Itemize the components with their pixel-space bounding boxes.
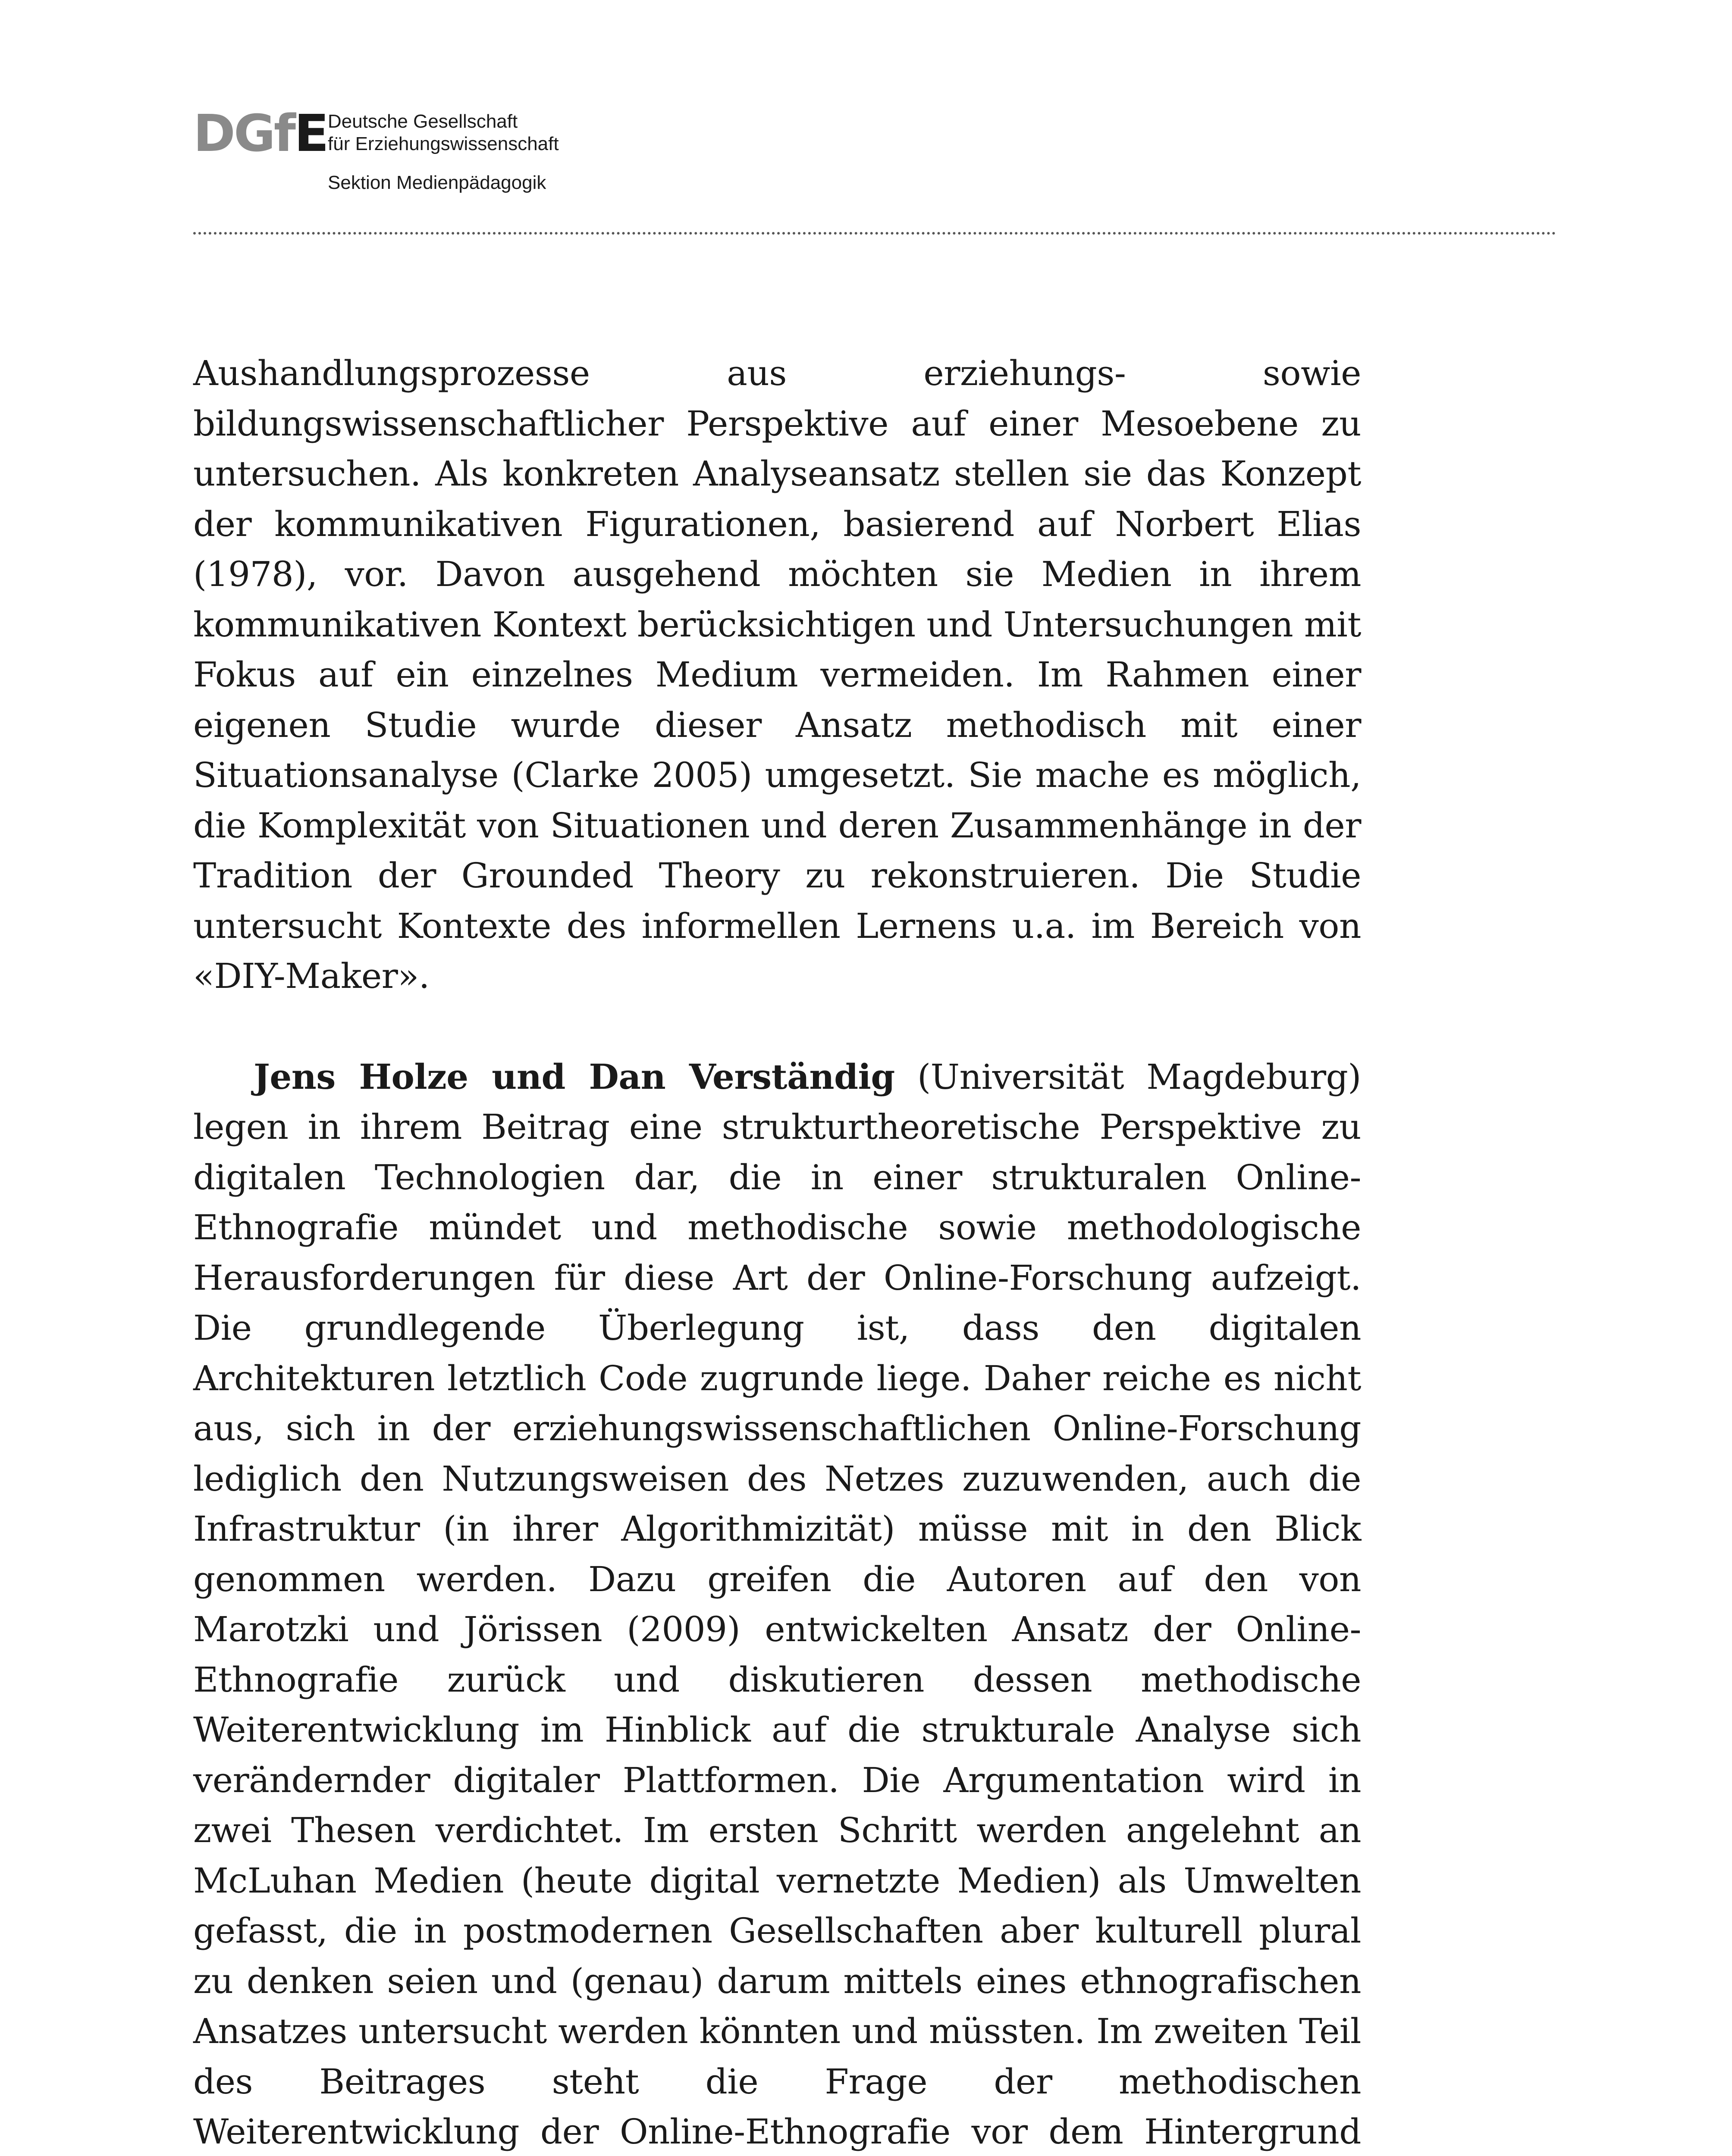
paragraph-2-authors: Jens Holze und Dan Verständig bbox=[254, 1056, 895, 1097]
logo-text-suffix: E bbox=[294, 103, 327, 163]
page-header bbox=[193, 103, 1556, 241]
header-divider bbox=[193, 232, 1556, 235]
organization-name-line2: für Erziehungswissenschaft bbox=[328, 133, 559, 154]
organization-name bbox=[328, 110, 559, 155]
body-text bbox=[193, 348, 1361, 2156]
dgfe-logo bbox=[193, 103, 327, 163]
section-name: Sektion Medienpädagogik bbox=[328, 172, 546, 193]
paragraph-2 bbox=[193, 1052, 1361, 2156]
paragraph-2-text: (Universität Magdeburg) legen in ihrem Beitrag eine strukturtheoretische Perspektive zu digitalen Technologien dar, die in einer strukturalen Online-Ethnografie mündet und methodische sowie methodologische Herausforderungen für diese Art der Online-Forschung aufzeigt. Die grundlegende Überlegung ist, dass den digitalen Architekturen letztlich Code zugrunde liege. Daher reiche es nicht aus, sich in der erziehungswissenschaftlichen Online-Forschung lediglich den Nutzungsweisen des Netzes zuzuwenden, auch die Infrastruktur (in ihrer Algorithmizität) müsse mit in den Blick genommen werden. Dazu greifen die Autoren auf den von Marotzki und Jörissen (2009) entwickelten Ansatz der Online-Ethnografie zurück und diskutieren dessen methodische Weiterentwicklung im Hinblick auf die strukturale Analyse sich verändernder digitaler Plattformen. Die Argumentation wird in zwei Thesen verdichtet. Im ersten Schritt werden angelehnt an McLuhan Medien (heute digital vernetzte Medien) als Umwelten gefasst, die in postmodernen Gesellschaften aber kulturell plural zu denken seien und (genau) darum mittels eines ethnografischen Ansatzes untersucht werden könnten und müssten. Im zweiten Teil des Beitrages steht die Frage der methodischen Weiterentwicklung der Online-Ethnografie vor dem Hintergrund bbox=[193, 1056, 1361, 2152]
organization-name-line1: Deutsche Gesellschaft bbox=[328, 111, 518, 132]
logo-text-prefix: DGf bbox=[193, 103, 295, 163]
paragraph-1: Aushandlungsprozesse aus erziehungs- sowie bildungswissenschaftlicher Perspektive auf einer Mesoebene zu untersuchen. Als konkreten Analyseansatz stellen sie das Konzept der kommunikativen Figurationen, basierend auf Norbert Elias (1978), vor. Davon ausgehend möchten sie Medien in ihrem kommunikativen Kontext berücksichtigen und Untersuchungen mit Fokus auf ein einzelnes Medium vermeiden. Im Rahmen einer eigenen Studie wurde dieser Ansatz methodisch mit einer Situationsanalyse (Clarke 2005) umgesetzt. Sie mache es möglich, die Komplexität von Situationen und deren Zusammenhänge in der Tradition der Grounded Theory zu rekonstruieren. Die Studie untersucht Kontexte des informellen Lernens u.a. im Bereich von «DIY-Maker». bbox=[193, 353, 1361, 996]
